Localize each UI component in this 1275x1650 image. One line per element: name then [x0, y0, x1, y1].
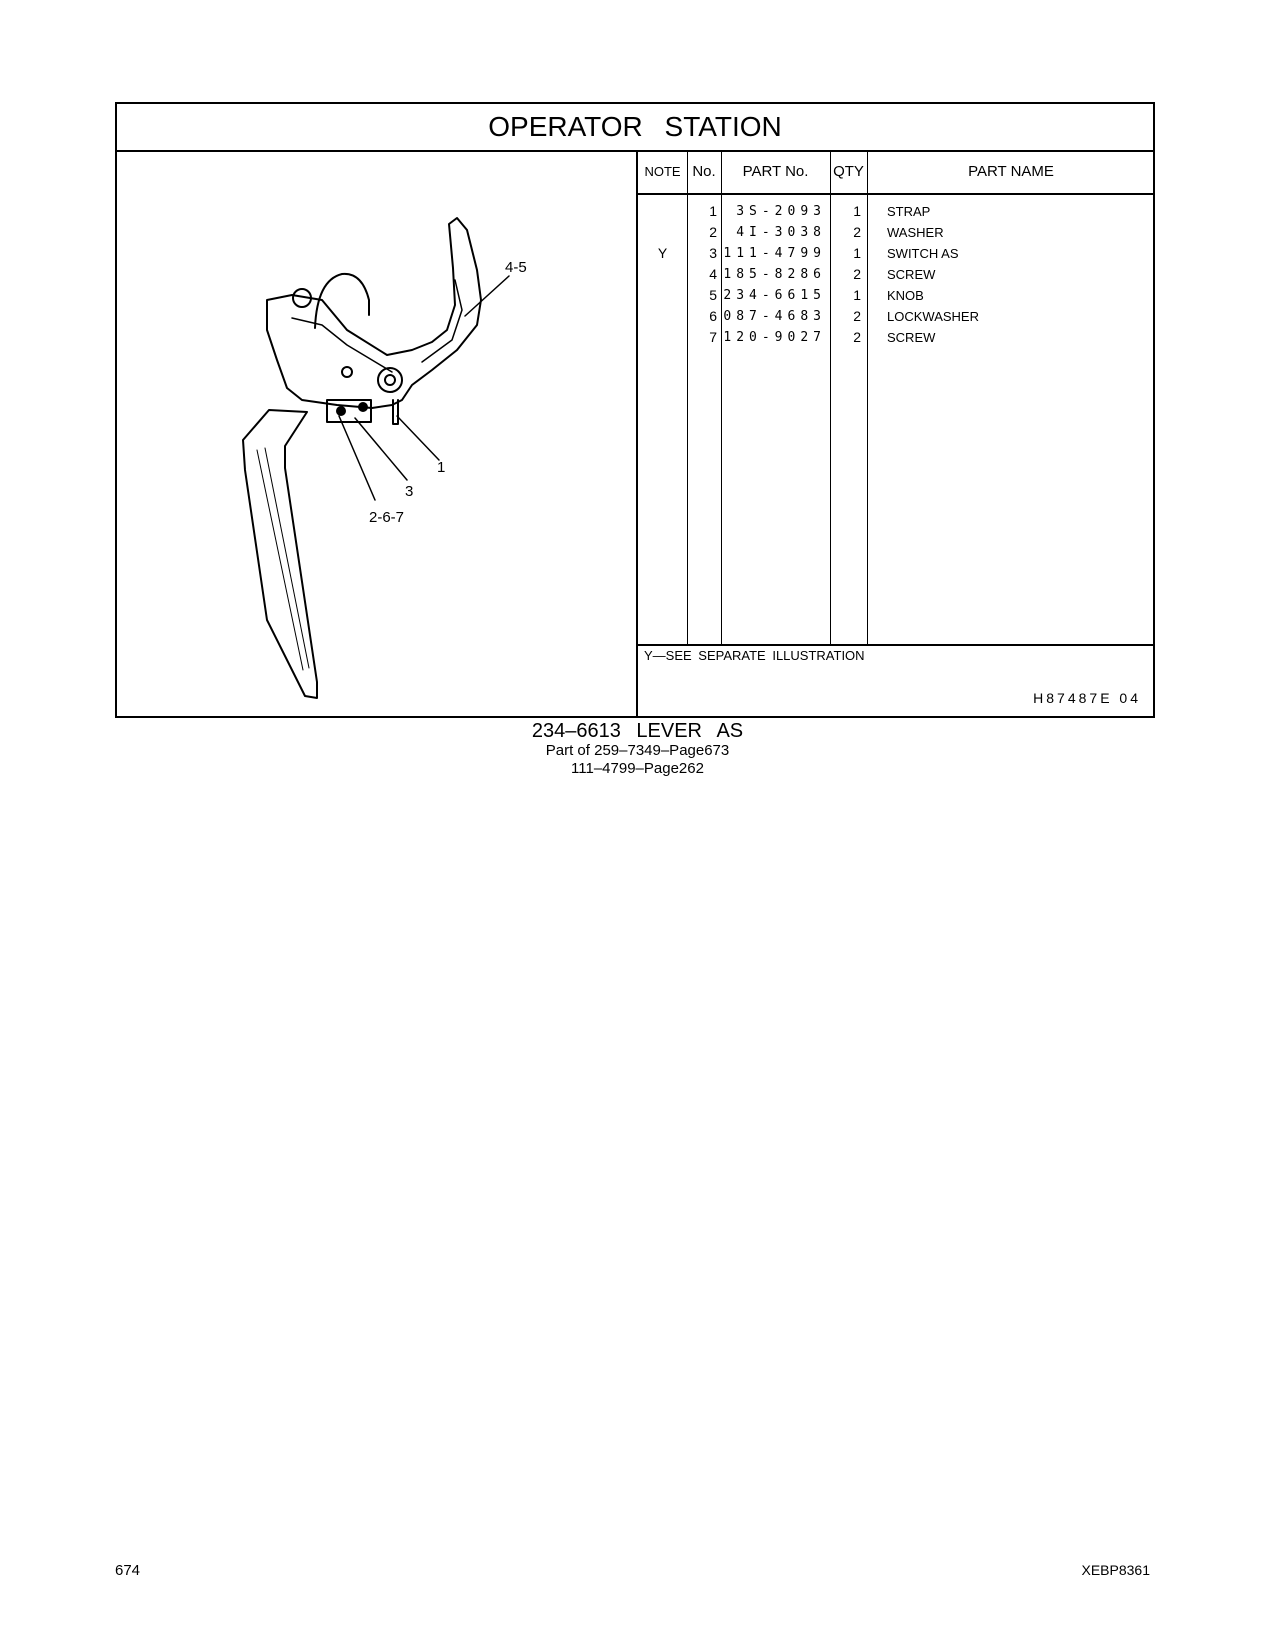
table-row [638, 327, 1155, 348]
table-row [638, 243, 1155, 264]
header-no: No. [692, 163, 716, 180]
cell-no: 5 [709, 287, 717, 303]
cell-part-name: KNOB [887, 288, 924, 303]
cell-qty: 1 [853, 245, 861, 261]
header-note: NOTE [644, 164, 681, 179]
leader-1 [397, 416, 439, 460]
cell-qty: 1 [853, 287, 861, 303]
document-code: XEBP8361 [1081, 1562, 1150, 1578]
cell-part-no: 120-9027 [723, 330, 826, 345]
leader-4-5 [465, 276, 509, 316]
cell-part-name: LOCKWASHER [887, 309, 979, 324]
cell-no: 2 [709, 224, 717, 240]
cell-no: 7 [709, 329, 717, 345]
page-number: 674 [115, 1562, 141, 1579]
callout-4-5: 4-5 [505, 259, 527, 276]
callout-2-6-7: 2-6-7 [369, 509, 405, 526]
callout-1: 1 [437, 459, 446, 476]
bracket-rib [292, 318, 392, 372]
cell-part-no: 3S-2093 [736, 204, 826, 219]
parts-frame [115, 102, 1155, 718]
illustration-code: H87487E 04 [1033, 690, 1141, 706]
callout-3: 3 [405, 483, 414, 500]
cell-part-no: 234-6615 [723, 288, 826, 303]
handle-grip-line [257, 450, 303, 670]
switch-screw-2 [359, 403, 367, 411]
footnote-rule [638, 644, 1155, 646]
pivot-small [342, 367, 352, 377]
cell-no: 3 [709, 245, 717, 261]
table-row [638, 285, 1155, 306]
table-row [638, 201, 1155, 222]
table-row [638, 264, 1155, 285]
lever-bracket [267, 218, 481, 408]
cell-part-name: STRAP [887, 204, 931, 219]
cell-part-name: SWITCH AS [887, 246, 959, 261]
cell-part-name: SCREW [887, 267, 936, 282]
table-row [638, 222, 1155, 243]
parts-table [638, 150, 1155, 718]
cell-part-no: 087-4683 [723, 309, 826, 324]
cell-qty: 2 [853, 266, 861, 282]
cell-no: 6 [709, 308, 717, 324]
cell-qty: 2 [853, 224, 861, 240]
table-row [638, 306, 1155, 327]
footnote: Y—SEE SEPARATE ILLUSTRATION [644, 648, 865, 663]
lever-drawing [117, 150, 637, 718]
cell-part-no: 4I-3038 [736, 225, 826, 240]
assembly-caption: 234–6613 LEVER AS [531, 720, 744, 742]
switch-screw-1 [337, 407, 345, 415]
leader-2-6-7 [339, 416, 375, 500]
header-part-no: PART No. [742, 163, 809, 180]
cell-qty: 1 [853, 203, 861, 219]
cell-qty: 2 [853, 308, 861, 324]
cell-no: 1 [709, 203, 717, 219]
cell-part-no: 111-4799 [723, 246, 826, 261]
cell-qty: 2 [853, 329, 861, 345]
part-of-caption: Part of 259–7349–Page673 [545, 742, 730, 759]
cell-no: 4 [709, 266, 717, 282]
pivot-mid-inner [385, 375, 395, 385]
cell-part-name: SCREW [887, 330, 936, 345]
header-rule [638, 193, 1155, 195]
reference-caption: 111–4799–Page262 [571, 760, 704, 777]
header-part-name: PART NAME [968, 163, 1054, 180]
lever-illustration [117, 150, 637, 718]
cell-part-name: WASHER [887, 225, 944, 240]
cell-part-no: 185-8286 [723, 267, 826, 282]
cell-note: Y [657, 245, 668, 261]
section-title: OPERATOR STATION [117, 104, 1153, 152]
header-qty: QTY [833, 163, 864, 180]
